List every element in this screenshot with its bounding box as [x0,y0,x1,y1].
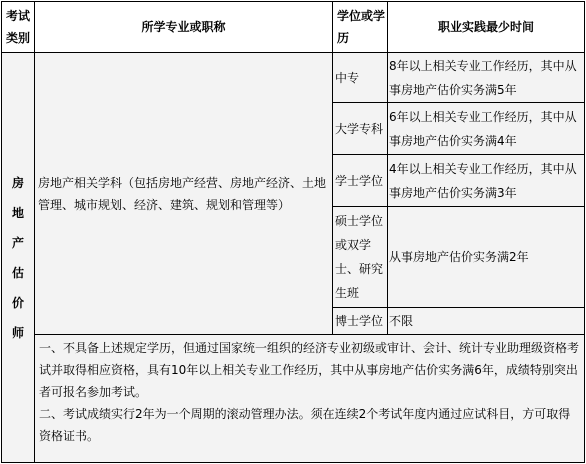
experience-cell: 不限 [388,308,585,335]
category-char: 师 [11,325,24,340]
major-cell: 房地产相关学科（包括房地产经营、房地产经济、土地管理、城市规划、经济、建筑、规划和管理等） [35,53,333,335]
header-degree: 学位或学历 [333,2,388,53]
category-char: 价 [11,295,24,310]
category-char: 地 [11,205,24,220]
header-major: 所学专业或职称 [35,2,333,53]
header-experience: 职业实践最少时间 [388,2,585,53]
experience-cell: 从事房地产估价实务满2年 [388,207,585,308]
experience-cell: 4年以上相关专业工作经历，其中从事房地产估价实务满3年 [388,155,585,207]
qualification-table [1,1,585,463]
experience-cell: 8年以上相关专业工作经历，其中从事房地产估价实务满5年 [388,53,585,103]
experience-cell: 6年以上相关专业工作经历，其中从事房地产估价实务满4年 [388,103,585,155]
notes-row [2,335,585,463]
category-char: 房 [11,175,24,190]
note-paragraph: 一、不具备上述规定学历，但通过国家统一组织的经济专业初级或审计、会计、统计专业助理级资格考试并取得相应资格，具有10年以上相关专业工作经历，其中从事房地产估价实务满6年，成绩特别突出者可报名参加考试。 [39,341,580,399]
degree-cell: 博士学位 [333,308,388,335]
notes-cell [35,335,585,463]
degree-cell: 硕士学位或双学士、研究生班 [333,207,388,308]
table-row [2,53,585,103]
degree-cell: 中专 [333,53,388,103]
degree-cell: 学士学位 [333,155,388,207]
exam-category-cell [2,53,35,463]
header-exam-type: 考试类别 [2,2,35,53]
category-char: 产 [11,235,24,250]
note-paragraph: 二、考试成绩实行2年为一个周期的滚动管理办法。须在连续2个考试年度内通过应试科目，方可取得资格证书。 [39,407,571,443]
category-char: 估 [11,265,24,280]
header-row [2,2,585,53]
degree-cell: 大学专科 [333,103,388,155]
